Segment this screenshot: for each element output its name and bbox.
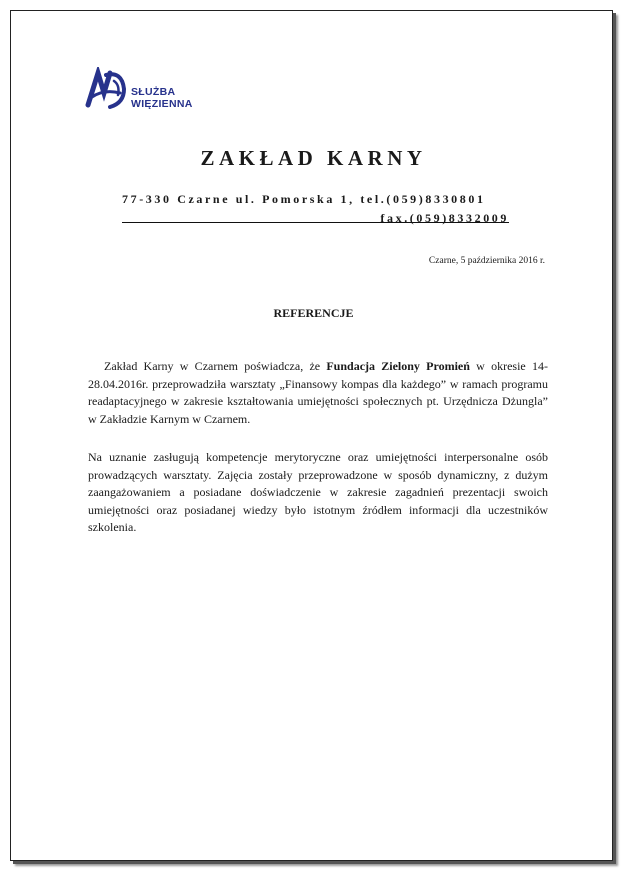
paragraph-1: [88, 358, 548, 428]
paragraph-2: Na uznanie zasługują kompetencje merytoryczne oraz umiejętności interpersonalne osób prowadzących warsztaty. Zajęcia zostały przeprowadzone w sposób dynamiczny, z dużym zaangażowaniem a posiadane doświadczenie w zakresie zagadnień prezentacji swoich umiejętności oraz posiadanej wiedzy było istotnym źródłem informacji dla uczestników szkolenia.: [88, 450, 548, 535]
logo-line1: SŁUŻBA: [131, 86, 176, 98]
document-heading: REFERENCJE: [273, 306, 354, 320]
paragraph-1-rest: w okresie 14-28.04.2016r. przeprowadziła warsztaty „Finansowy kompas dla każdego” w ramach programu readaptacyjnego w zakresie kształtowania umiejętności społecznych pt. Urzędnicza Dżungla” w Zakładzie Karnym w Czarnem.: [88, 359, 548, 426]
logo-line2: WIĘZIENNA: [131, 98, 193, 110]
fax-line: fax.(059)8332009: [380, 211, 509, 225]
logo: [84, 67, 204, 113]
address-line: 77-330 Czarne ul. Pomorska 1, tel.(059)8330801: [122, 192, 486, 206]
header-divider: [122, 222, 509, 223]
document-page: [10, 10, 613, 861]
document-date: Czarne, 5 października 2016 r.: [428, 256, 545, 266]
logo-text: [131, 86, 193, 110]
institution-title: ZAKŁAD KARNY: [200, 146, 427, 170]
paragraph-1-intro: Zakład Karny w Czarnem poświadcza, że: [104, 359, 327, 373]
sluzba-wiezienna-emblem-icon: [84, 67, 130, 113]
foundation-name: Fundacja Zielony Promień: [326, 359, 470, 373]
